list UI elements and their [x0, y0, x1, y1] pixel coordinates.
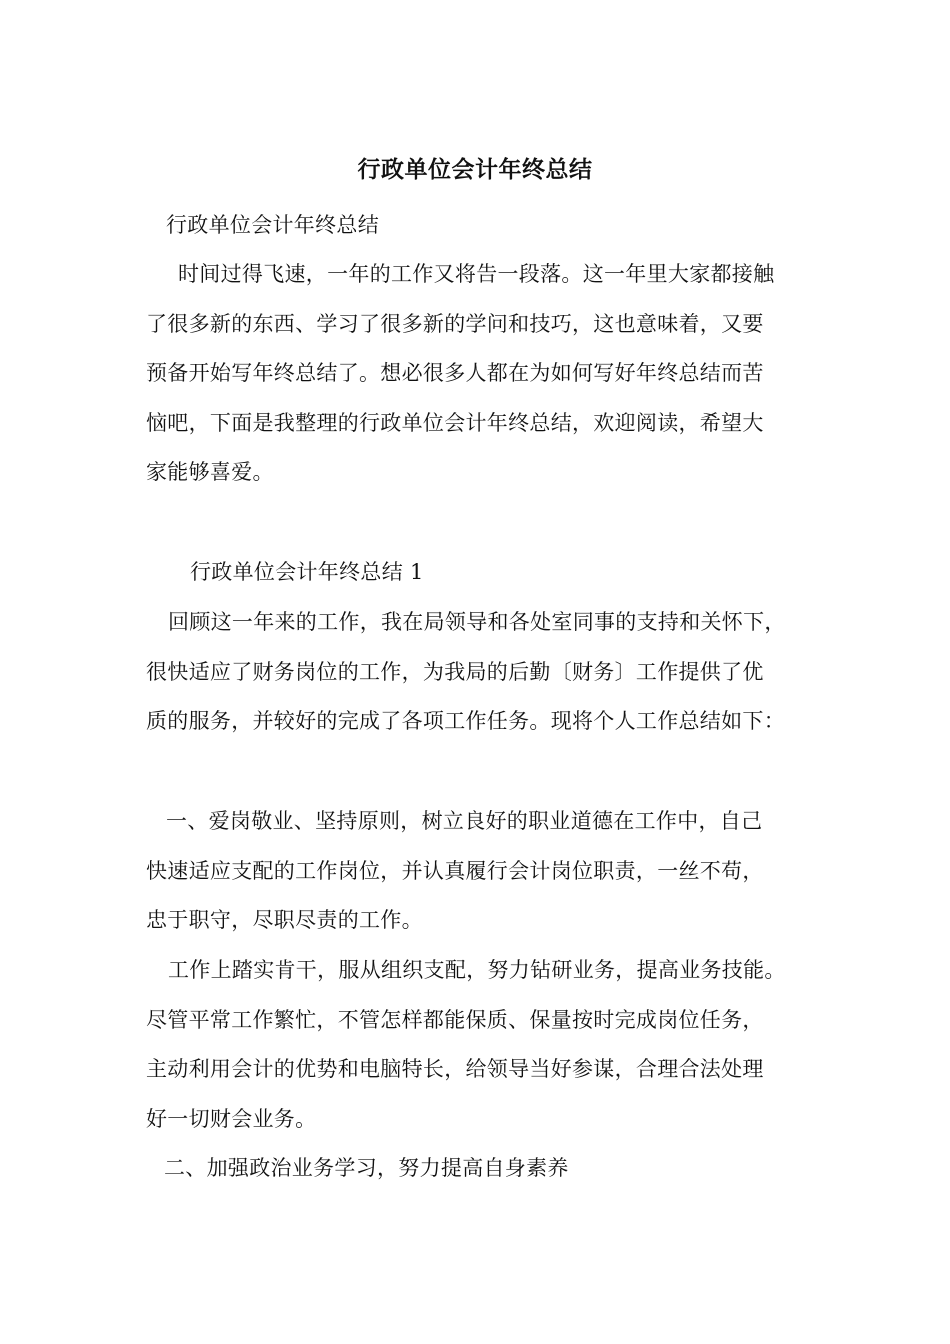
section1-heading: 行政单位会计年终总结 1 — [190, 560, 424, 584]
point1-line-2: 快速适应支配的工作岗位，并认真履行会计岗位职责，一丝不苟， — [146, 859, 764, 883]
intro-line-3: 预备开始写年终总结了。想必很多人都在为如何写好年终总结而苦 — [146, 361, 764, 385]
section1-line-2: 很快适应了财务岗位的工作，为我局的后勤〔财务〕工作提供了优 — [146, 660, 764, 684]
work-line-3: 主动利用会计的优势和电脑特长，给领导当好参谋，合理合法处理 — [146, 1057, 764, 1081]
point2-line: 二、加强政治业务学习，努力提高自身素养 — [164, 1156, 569, 1180]
intro-line-1: 时间过得飞速，一年的工作又将告一段落。这一年里大家都接触 — [178, 262, 775, 286]
point1-line-1: 一、爱岗敬业、坚持原则，树立良好的职业道德在工作中，自己 — [166, 809, 763, 833]
work-line-1: 工作上踏实肯干，服从组织支配，努力钻研业务，提高业务技能。 — [168, 958, 786, 982]
intro-line-4: 恼吧，下面是我整理的行政单位会计年终总结，欢迎阅读，希望大 — [146, 411, 764, 435]
subtitle: 行政单位会计年终总结 — [166, 213, 379, 237]
intro-line-2: 了很多新的东西、学习了很多新的学问和技巧，这也意味着，又要 — [146, 312, 764, 336]
work-line-2: 尽管平常工作繁忙，不管怎样都能保质、保量按时完成岗位任务， — [146, 1008, 764, 1032]
document-title: 行政单位会计年终总结 — [357, 156, 593, 183]
work-line-4: 好一切财会业务。 — [146, 1107, 317, 1131]
section1-line-3: 质的服务，并较好的完成了各项工作任务。现将个人工作总结如下： — [146, 709, 785, 733]
section1-line-1: 回顾这一年来的工作，我在局领导和各处室同事的支持和关怀下， — [168, 610, 786, 634]
point1-line-3: 忠于职守，尽职尽责的工作。 — [146, 908, 423, 932]
intro-line-5: 家能够喜爱。 — [146, 460, 274, 484]
